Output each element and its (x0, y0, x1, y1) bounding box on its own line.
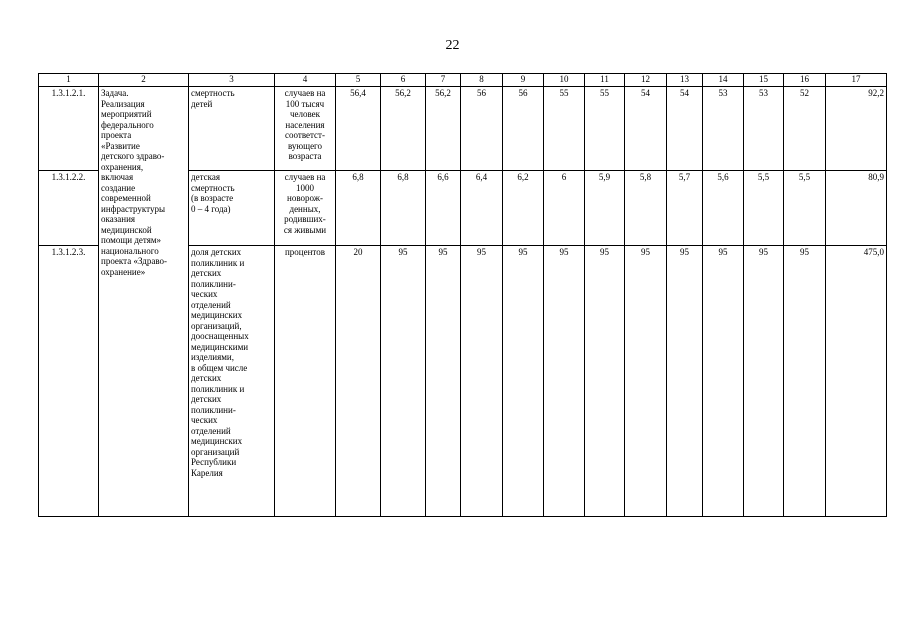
header-cell: 7 (426, 74, 461, 87)
task-text: Задача. Реализация мероприятий федерального проекта «Развитие детского здраво- охранения, включая создание современной инфраструктуры оказания медицинской помощи детям» национального проекта «Здраво- охранение» (101, 88, 168, 277)
value-cell: 6,8 (336, 171, 381, 246)
header-cell: 17 (826, 74, 887, 87)
value-cell: 95 (503, 246, 544, 517)
header-cell: 3 (189, 74, 275, 87)
header-cell: 9 (503, 74, 544, 87)
unit-text: случаев на 100 тысяч человек населения соответст- вующего возраста (284, 88, 326, 161)
header-cell: 11 (585, 74, 625, 87)
total-cell: 92,2 (826, 87, 887, 171)
page-number: 22 (445, 38, 460, 53)
value-cell: 5,5 (744, 171, 784, 246)
value-cell: 20 (336, 246, 381, 517)
value-cell: 95 (625, 246, 667, 517)
total-cell: 475,0 (826, 246, 887, 517)
header-cell: 6 (381, 74, 426, 87)
value-cell: 5,8 (625, 171, 667, 246)
indicator-text: смертность детей (191, 88, 235, 109)
value-cell: 6,8 (381, 171, 426, 246)
header-cell: 12 (625, 74, 667, 87)
value-cell: 6,4 (461, 171, 503, 246)
value-cell: 95 (585, 246, 625, 517)
header-row (39, 74, 887, 87)
unit-cell (275, 171, 336, 246)
table-row (39, 87, 887, 171)
value-cell: 95 (703, 246, 744, 517)
value-cell: 95 (784, 246, 826, 517)
value-cell: 55 (544, 87, 585, 171)
value-cell: 6 (544, 171, 585, 246)
indicator-cell (189, 87, 275, 171)
header-cell: 16 (784, 74, 826, 87)
header-cell: 15 (744, 74, 784, 87)
value-cell: 53 (703, 87, 744, 171)
header-cell: 8 (461, 74, 503, 87)
value-cell: 56,2 (381, 87, 426, 171)
unit-cell (275, 87, 336, 171)
task-cell (99, 87, 189, 517)
value-cell: 53 (744, 87, 784, 171)
row-code: 1.3.1.2.1. (39, 87, 99, 171)
header-cell: 10 (544, 74, 585, 87)
value-cell: 54 (667, 87, 703, 171)
value-cell: 52 (784, 87, 826, 171)
unit-cell (275, 246, 336, 517)
value-cell: 5,5 (784, 171, 826, 246)
value-cell: 56,2 (426, 87, 461, 171)
value-cell: 95 (426, 246, 461, 517)
value-cell: 6,2 (503, 171, 544, 246)
header-cell: 2 (99, 74, 189, 87)
value-cell: 5,6 (703, 171, 744, 246)
unit-text: случаев на 1000 новорож- денных, родивших- ся живыми (283, 172, 327, 235)
indicator-text: доля детских поликлиник и детских поликлини- ческих отделений медицинских организаций, дооснащенных медицинскими изделиями, в общем числе детских поликлиник и детских поликлини- ческих отделений медицинских организаций Республики Карелия (191, 247, 249, 478)
header-cell: 4 (275, 74, 336, 87)
value-cell: 56 (461, 87, 503, 171)
row-code: 1.3.1.2.2. (39, 171, 99, 246)
value-cell: 5,9 (585, 171, 625, 246)
header-cell: 1 (39, 74, 99, 87)
header-cell: 13 (667, 74, 703, 87)
indicator-cell (189, 171, 275, 246)
value-cell: 56,4 (336, 87, 381, 171)
indicator-text: детская смертность (в возрасте 0 – 4 года) (191, 172, 235, 214)
unit-text: процентов (284, 247, 325, 257)
row-code: 1.3.1.2.3. (39, 246, 99, 517)
value-cell: 95 (461, 246, 503, 517)
value-cell: 95 (667, 246, 703, 517)
indicators-table (38, 73, 887, 517)
value-cell: 54 (625, 87, 667, 171)
header-cell: 14 (703, 74, 744, 87)
value-cell: 95 (544, 246, 585, 517)
total-cell: 80,9 (826, 171, 887, 246)
value-cell: 56 (503, 87, 544, 171)
value-cell: 5,7 (667, 171, 703, 246)
value-cell: 95 (744, 246, 784, 517)
value-cell: 95 (381, 246, 426, 517)
header-cell: 5 (336, 74, 381, 87)
value-cell: 55 (585, 87, 625, 171)
value-cell: 6,6 (426, 171, 461, 246)
indicator-cell (189, 246, 275, 517)
